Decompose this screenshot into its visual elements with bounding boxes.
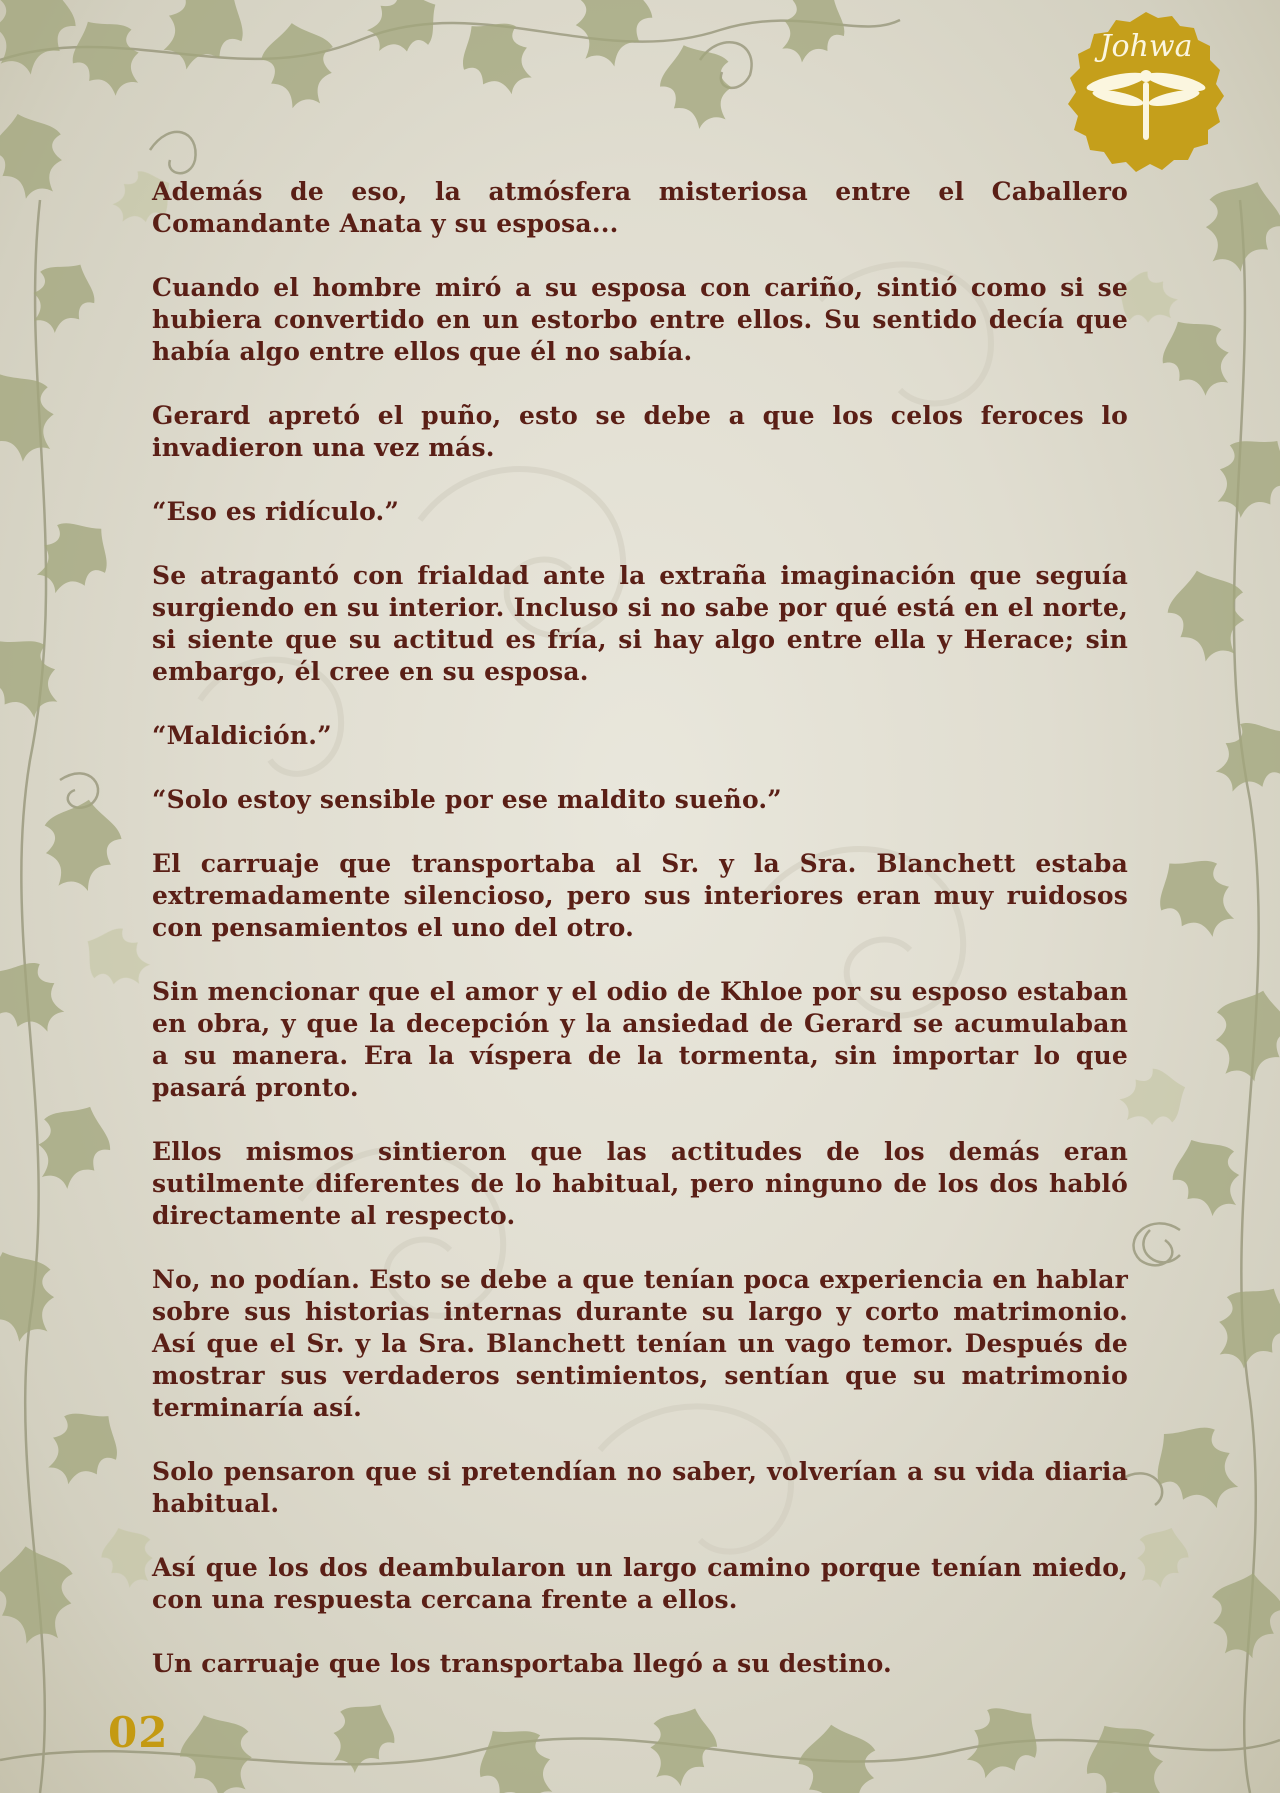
paragraph: Además de eso, la atmósfera misteriosa entre el Caballero Comandante Anata y su esposa...	[152, 177, 1128, 238]
brand-logo	[1058, 8, 1234, 176]
paragraph: El carruaje que transportaba al Sr. y la Sra. Blanchett estaba extremadamente silencioso, pero sus interiores eran muy ruidosos con pensamientos el uno del otro.	[152, 849, 1128, 942]
paragraph: Sin mencionar que el amor y el odio de Khloe por su esposo estaban en obra, y que la decepción y la ansiedad de Gerard se acumulaban a su manera. Era la víspera de la tormenta, sin importar lo que pasará pronto.	[152, 977, 1128, 1102]
dialogue-line: “Eso es ridículo.”	[152, 497, 400, 526]
paragraph: Ellos mismos sintieron que las actitudes de los demás eran sutilmente diferentes de lo habitual, pero ninguno de los dos habló directamente al respecto.	[152, 1137, 1128, 1230]
paragraph: Gerard apretó el puño, esto se debe a que los celos feroces lo invadieron una vez más.	[152, 401, 1128, 462]
chapter-text	[152, 176, 1128, 1712]
paragraph: Se atragantó con frialdad ante la extraña imaginación que seguía surgiendo en su interior. Incluso si no sabe por qué está en el norte, si siente que su actitud es fría, si hay algo entre ella y Herace; sin embargo, él cree en su esposa.	[152, 561, 1128, 686]
paragraph: No, no podían. Esto se debe a que tenían poca experiencia en hablar sobre sus historias internas durante su largo y corto matrimonio. Así que el Sr. y la Sra. Blanchett tenían un vago temor. Después de mostrar sus verdaderos sentimientos, sentían que su matrimonio terminaría así.	[152, 1265, 1128, 1422]
paragraph: Así que los dos deambularon un largo camino porque tenían miedo, con una respuesta cercana frente a ellos.	[152, 1553, 1128, 1614]
paragraph: Cuando el hombre miró a su esposa con cariño, sintió como si se hubiera convertido en un estorbo entre ellos. Su sentido decía que había algo entre ellos que él no sabía.	[152, 273, 1128, 366]
paragraph: Solo pensaron que si pretendían no saber, volverían a su vida diaria habitual.	[152, 1457, 1128, 1518]
page-number: 02	[108, 1708, 169, 1757]
logo-wordmark: Johwa	[1099, 29, 1193, 64]
paragraph: Un carruaje que los transportaba llegó a su destino.	[152, 1649, 892, 1678]
dialogue-line: “Solo estoy sensible por ese maldito sueño.”	[152, 785, 782, 814]
dialogue-line: “Maldición.”	[152, 721, 332, 750]
